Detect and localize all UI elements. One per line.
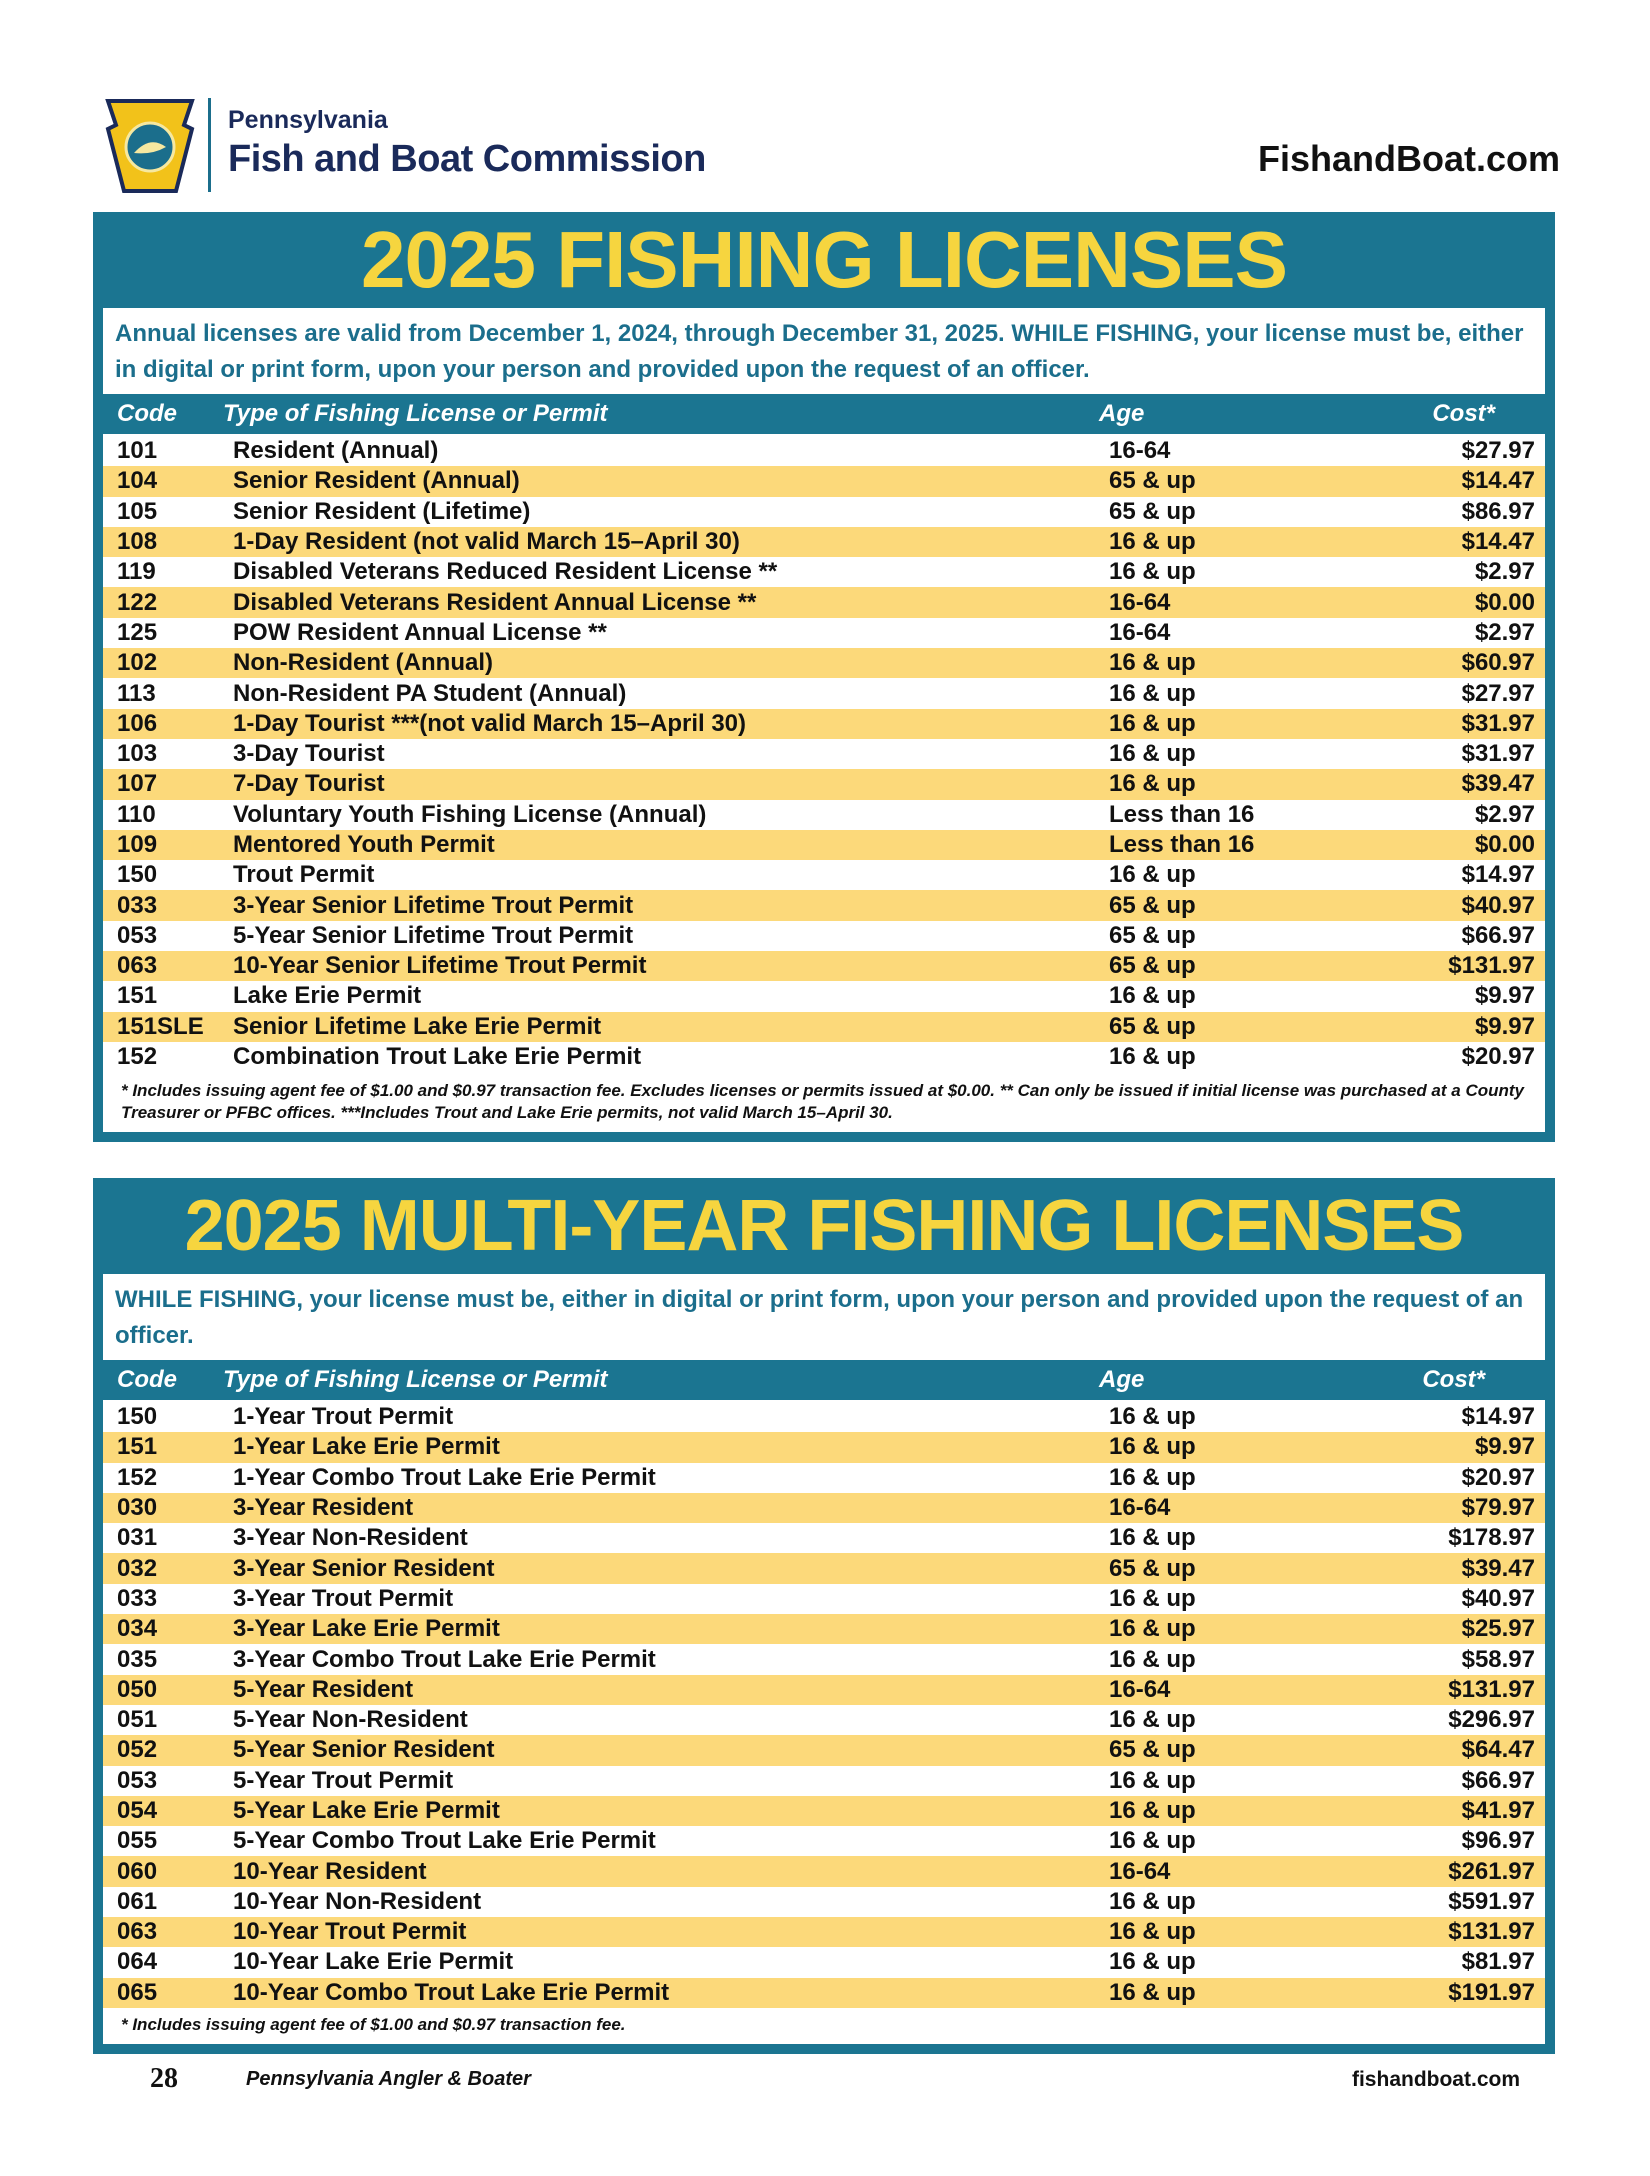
cell-cost: $131.97	[1448, 1675, 1535, 1703]
multiyear-footnote: * Includes issuing agent fee of $1.00 and $0.97 transaction fee.	[121, 2014, 626, 2034]
cell-type: 3-Year Non-Resident	[233, 1524, 468, 1552]
cell-code: 034	[117, 1615, 158, 1643]
cell-age: 65 & up	[1109, 1012, 1196, 1040]
annual-column-headers	[93, 394, 1555, 434]
table-row	[103, 557, 1545, 587]
cell-cost: $131.97	[1448, 952, 1535, 980]
cell-code: 053	[117, 921, 158, 949]
cell-cost: $39.47	[1461, 770, 1535, 798]
cell-age: 16 & up	[1109, 1766, 1196, 1794]
cell-code: 061	[117, 1887, 158, 1915]
cell-cost: $14.47	[1461, 528, 1535, 556]
cell-code: 125	[117, 618, 158, 646]
cell-type: 10-Year Trout Permit	[233, 1918, 467, 1946]
cell-code: 063	[117, 1918, 158, 1946]
cell-code: 152	[117, 1043, 158, 1071]
cell-code: 053	[117, 1766, 158, 1794]
cell-code: 122	[117, 588, 158, 616]
cell-cost: $81.97	[1461, 1948, 1535, 1976]
cell-cost: $60.97	[1461, 649, 1535, 677]
cell-code: 054	[117, 1797, 158, 1824]
cell-code: 109	[117, 831, 158, 858]
cell-age: 16-64	[1109, 1857, 1171, 1885]
cell-code: 030	[117, 1494, 158, 1522]
cell-age: 16 & up	[1109, 1797, 1196, 1824]
col-code: Code	[117, 400, 177, 427]
table-row	[103, 1978, 1545, 2008]
cell-age: 16-64	[1109, 588, 1171, 616]
col-code: Code	[117, 1366, 177, 1393]
table-row	[103, 1493, 1545, 1523]
col-age: Age	[1099, 1366, 1145, 1393]
cell-cost: $66.97	[1461, 921, 1535, 949]
page-number: 28	[150, 2063, 178, 2094]
cell-age: 16 & up	[1109, 1403, 1196, 1431]
table-row	[103, 739, 1545, 769]
cell-age: 16 & up	[1109, 528, 1196, 556]
table-row	[103, 1917, 1545, 1947]
cell-code: 108	[117, 528, 158, 556]
table-row	[103, 587, 1545, 617]
cell-code: 104	[117, 467, 158, 495]
cell-code: 119	[117, 558, 156, 586]
cell-age: 16 & up	[1109, 709, 1196, 737]
cell-code: 051	[117, 1706, 158, 1734]
cell-cost: $14.97	[1461, 1403, 1535, 1431]
cell-code: 106	[117, 709, 158, 737]
table-row	[103, 1553, 1545, 1583]
cell-age: 16 & up	[1109, 558, 1196, 586]
multiyear-licenses-panel	[93, 1178, 1555, 2054]
cell-cost: $178.97	[1448, 1524, 1535, 1552]
cell-type: 3-Year Lake Erie Permit	[233, 1615, 500, 1643]
cell-code: 063	[117, 952, 158, 980]
cell-age: 16 & up	[1109, 1433, 1196, 1461]
table-row	[103, 951, 1545, 981]
cell-code: 050	[117, 1675, 158, 1703]
cell-type: 3-Year Senior Lifetime Trout Permit	[233, 891, 634, 919]
cell-age: 16 & up	[1109, 1887, 1196, 1915]
cell-age: 65 & up	[1109, 921, 1196, 949]
cell-cost: $591.97	[1448, 1887, 1535, 1915]
cell-cost: $20.97	[1461, 1043, 1535, 1071]
cell-cost: $39.47	[1461, 1554, 1535, 1582]
cell-type: 7-Day Tourist	[233, 770, 385, 798]
cell-code: 110	[117, 800, 156, 828]
table-row	[103, 709, 1545, 739]
cell-type: 5-Year Lake Erie Permit	[233, 1797, 500, 1824]
table-row	[103, 860, 1545, 890]
cell-type: Mentored Youth Permit	[233, 831, 495, 858]
cell-type: 1-Year Combo Trout Lake Erie Permit	[233, 1463, 656, 1491]
cell-cost: $14.47	[1461, 467, 1535, 495]
multiyear-table	[103, 1400, 1545, 2044]
cell-type: 5-Year Trout Permit	[233, 1766, 454, 1794]
cell-age: 65 & up	[1109, 1736, 1196, 1764]
cell-type: 10-Year Resident	[233, 1857, 427, 1885]
table-row	[103, 678, 1545, 708]
cell-type: Non-Resident PA Student (Annual)	[233, 679, 627, 707]
table-row	[103, 466, 1545, 496]
cell-code: 033	[117, 1584, 158, 1612]
cell-code: 031	[117, 1524, 158, 1552]
cell-type: Voluntary Youth Fishing License (Annual)	[233, 800, 707, 828]
cell-code: 150	[117, 1403, 158, 1431]
cell-cost: $9.97	[1474, 1012, 1535, 1040]
table-row	[103, 1947, 1545, 1977]
multiyear-title: 2025 MULTI-YEAR FISHING LICENSES	[184, 1186, 1464, 1266]
cell-cost: $2.97	[1474, 618, 1535, 646]
table-row	[103, 1705, 1545, 1735]
cell-cost: $31.97	[1461, 740, 1535, 768]
cell-type: 5-Year Senior Lifetime Trout Permit	[233, 921, 634, 949]
cell-age: 16-64	[1109, 618, 1171, 646]
org-state: Pennsylvania	[228, 106, 388, 134]
cell-code: 151	[117, 982, 158, 1010]
table-row	[103, 1463, 1545, 1493]
table-row	[103, 1735, 1545, 1765]
table-row	[103, 890, 1545, 920]
table-row	[103, 830, 1545, 860]
cell-code: 151	[117, 1433, 158, 1461]
cell-type: 5-Year Senior Resident	[233, 1736, 495, 1764]
cell-age: 65 & up	[1109, 891, 1196, 919]
cell-age: Less than 16	[1109, 831, 1255, 858]
cell-cost: $20.97	[1461, 1463, 1535, 1491]
page-footer	[0, 2063, 1650, 2093]
cell-age: Less than 16	[1109, 800, 1255, 828]
cell-cost: $14.97	[1461, 861, 1535, 889]
cell-type: 3-Year Senior Resident	[233, 1554, 495, 1582]
cell-code: 035	[117, 1645, 158, 1673]
cell-type: 10-Year Lake Erie Permit	[233, 1948, 514, 1976]
cell-age: 16 & up	[1109, 1978, 1196, 2006]
cell-age: 65 & up	[1109, 1554, 1196, 1582]
cell-type: 3-Year Resident	[233, 1494, 414, 1522]
cell-code: 055	[117, 1827, 158, 1855]
multiyear-column-headers	[93, 1360, 1555, 1400]
cell-age: 16-64	[1109, 437, 1171, 465]
cell-code: 107	[117, 770, 158, 798]
annual-intro: Annual licenses are valid from December 1, 2024, through December 31, 2025. WHILE FISHING, your license must be, either in digital or print form, upon your person and provided upon the request of an officer.	[103, 308, 1545, 394]
cell-age: 16 & up	[1109, 679, 1196, 707]
cell-type: Non-Resident (Annual)	[233, 649, 493, 677]
header-divider	[208, 98, 211, 192]
cell-age: 65 & up	[1109, 467, 1196, 495]
col-type: Type of Fishing License or Permit	[223, 1366, 608, 1393]
cell-age: 16 & up	[1109, 649, 1196, 677]
cell-code: 105	[117, 497, 158, 525]
cell-cost: $27.97	[1461, 679, 1535, 707]
table-row	[103, 1796, 1545, 1826]
org-name: Fish and Boat Commission	[228, 138, 706, 180]
cell-type: Senior Resident (Annual)	[233, 467, 520, 495]
cell-cost: $40.97	[1461, 1584, 1535, 1612]
annual-footnote: * Includes issuing agent fee of $1.00 and $0.97 transaction fee. Excludes licenses or permits issued at $0.00. ** Can only be issued if initial license was purchased at a County Treasurer or PFBC offices. ***Includes Trout and Lake Erie permits, not valid March 15–April 30.	[121, 1081, 1524, 1123]
footer-url: fishandboat.com	[1351, 2068, 1520, 2091]
cell-age: 16 & up	[1109, 1043, 1196, 1071]
cell-cost: $0.00	[1474, 588, 1535, 616]
cell-cost: $31.97	[1461, 709, 1535, 737]
table-row	[103, 1523, 1545, 1553]
cell-code: 032	[117, 1554, 158, 1582]
cell-cost: $96.97	[1461, 1827, 1535, 1855]
keystone-seal-icon	[100, 95, 200, 195]
cell-code: 113	[117, 679, 156, 707]
cell-type: 5-Year Non-Resident	[233, 1706, 468, 1734]
cell-age: 16 & up	[1109, 1948, 1196, 1976]
cell-cost: $41.97	[1461, 1797, 1535, 1824]
cell-type: Combination Trout Lake Erie Permit	[233, 1043, 642, 1071]
cell-type: 10-Year Senior Lifetime Trout Permit	[233, 952, 647, 980]
cell-code: 103	[117, 740, 158, 768]
table-row	[103, 1644, 1545, 1674]
cell-age: 16 & up	[1109, 1706, 1196, 1734]
cell-age: 16 & up	[1109, 740, 1196, 768]
cell-cost: $296.97	[1448, 1706, 1535, 1734]
cell-age: 16-64	[1109, 1494, 1171, 1522]
cell-type: 1-Day Resident (not valid March 15–April 30)	[233, 528, 740, 556]
cell-cost: $66.97	[1461, 1766, 1535, 1794]
cell-type: 3-Day Tourist	[233, 740, 385, 768]
cell-type: Trout Permit	[233, 861, 375, 889]
cell-age: 16 & up	[1109, 1584, 1196, 1612]
cell-cost: $9.97	[1474, 1433, 1535, 1461]
cell-code: 102	[117, 649, 158, 677]
cell-type: Lake Erie Permit	[233, 982, 422, 1010]
cell-age: 16 & up	[1109, 982, 1196, 1010]
cell-code: 152	[117, 1463, 158, 1491]
page-header	[90, 90, 1560, 200]
table-row	[103, 1432, 1545, 1462]
cell-age: 16-64	[1109, 1675, 1171, 1703]
cell-code: 033	[117, 891, 158, 919]
cell-type: 3-Year Combo Trout Lake Erie Permit	[233, 1645, 656, 1673]
cell-code: 151SLE	[117, 1012, 204, 1040]
cell-age: 16 & up	[1109, 1463, 1196, 1491]
table-row	[103, 800, 1545, 830]
cell-type: Senior Resident (Lifetime)	[233, 497, 531, 525]
cell-type: 1-Year Lake Erie Permit	[233, 1433, 500, 1461]
cell-type: 5-Year Combo Trout Lake Erie Permit	[233, 1827, 656, 1855]
table-row	[103, 1856, 1545, 1886]
table-row	[103, 1614, 1545, 1644]
multiyear-intro: WHILE FISHING, your license must be, either in digital or print form, upon your person and provided upon the request of an officer.	[103, 1274, 1545, 1360]
cell-code: 064	[117, 1948, 158, 1976]
cell-type: 1-Year Trout Permit	[233, 1403, 454, 1431]
annual-title: 2025 FISHING LICENSES	[361, 215, 1287, 304]
cell-cost: $79.97	[1461, 1494, 1535, 1522]
col-age: Age	[1099, 400, 1145, 427]
cell-cost: $131.97	[1448, 1918, 1535, 1946]
cell-type: Resident (Annual)	[233, 437, 439, 465]
table-row	[103, 1766, 1545, 1796]
cell-age: 65 & up	[1109, 952, 1196, 980]
cell-type: 1-Day Tourist ***(not valid March 15–April 30)	[233, 709, 747, 737]
cell-type: 10-Year Non-Resident	[233, 1887, 482, 1915]
table-row	[103, 527, 1545, 557]
cell-code: 065	[117, 1978, 158, 2006]
cell-code: 150	[117, 861, 158, 889]
table-row	[103, 981, 1545, 1011]
cell-cost: $2.97	[1474, 800, 1535, 828]
magazine-name: Pennsylvania Angler & Boater	[246, 2068, 531, 2090]
table-row	[103, 1042, 1545, 1072]
cell-cost: $9.97	[1474, 982, 1535, 1010]
cell-type: 10-Year Combo Trout Lake Erie Permit	[233, 1978, 670, 2006]
cell-type: 3-Year Trout Permit	[233, 1584, 454, 1612]
cell-type: Disabled Veterans Resident Annual License **	[233, 588, 757, 616]
cell-code: 101	[117, 437, 158, 465]
cell-age: 65 & up	[1109, 497, 1196, 525]
table-row	[103, 497, 1545, 527]
cell-cost: $58.97	[1461, 1645, 1535, 1673]
table-row	[103, 1887, 1545, 1917]
table-row	[103, 618, 1545, 648]
cell-type: Senior Lifetime Lake Erie Permit	[233, 1012, 602, 1040]
cell-code: 060	[117, 1857, 158, 1885]
table-row	[103, 648, 1545, 678]
table-row	[103, 436, 1545, 466]
cell-cost: $2.97	[1474, 558, 1535, 586]
table-row	[103, 1402, 1545, 1432]
cell-cost: $0.00	[1474, 831, 1535, 858]
cell-cost: $27.97	[1461, 437, 1535, 465]
cell-age: 16 & up	[1109, 861, 1196, 889]
cell-age: 16 & up	[1109, 770, 1196, 798]
table-row	[103, 921, 1545, 951]
cell-age: 16 & up	[1109, 1615, 1196, 1643]
cell-cost: $25.97	[1461, 1615, 1535, 1643]
cell-age: 16 & up	[1109, 1645, 1196, 1673]
cell-cost: $191.97	[1448, 1978, 1535, 2006]
cell-age: 16 & up	[1109, 1827, 1196, 1855]
col-cost: Cost*	[1432, 400, 1495, 427]
annual-licenses-panel	[93, 212, 1555, 1142]
table-row	[103, 1584, 1545, 1614]
table-row	[103, 1012, 1545, 1042]
website-label: FishandBoat.com	[1257, 138, 1560, 179]
col-cost: Cost*	[1422, 1366, 1485, 1393]
cell-cost: $86.97	[1461, 497, 1535, 525]
table-row	[103, 769, 1545, 799]
cell-age: 16 & up	[1109, 1918, 1196, 1946]
cell-cost: $40.97	[1461, 891, 1535, 919]
col-type: Type of Fishing License or Permit	[223, 400, 608, 427]
table-row	[103, 1826, 1545, 1856]
cell-code: 052	[117, 1736, 158, 1764]
cell-age: 16 & up	[1109, 1524, 1196, 1552]
cell-type: Disabled Veterans Reduced Resident License **	[233, 558, 778, 586]
cell-cost: $64.47	[1461, 1736, 1535, 1764]
annual-table	[103, 434, 1545, 1132]
cell-type: 5-Year Resident	[233, 1675, 414, 1703]
cell-cost: $261.97	[1448, 1857, 1535, 1885]
cell-type: POW Resident Annual License **	[233, 618, 607, 646]
table-row	[103, 1675, 1545, 1705]
